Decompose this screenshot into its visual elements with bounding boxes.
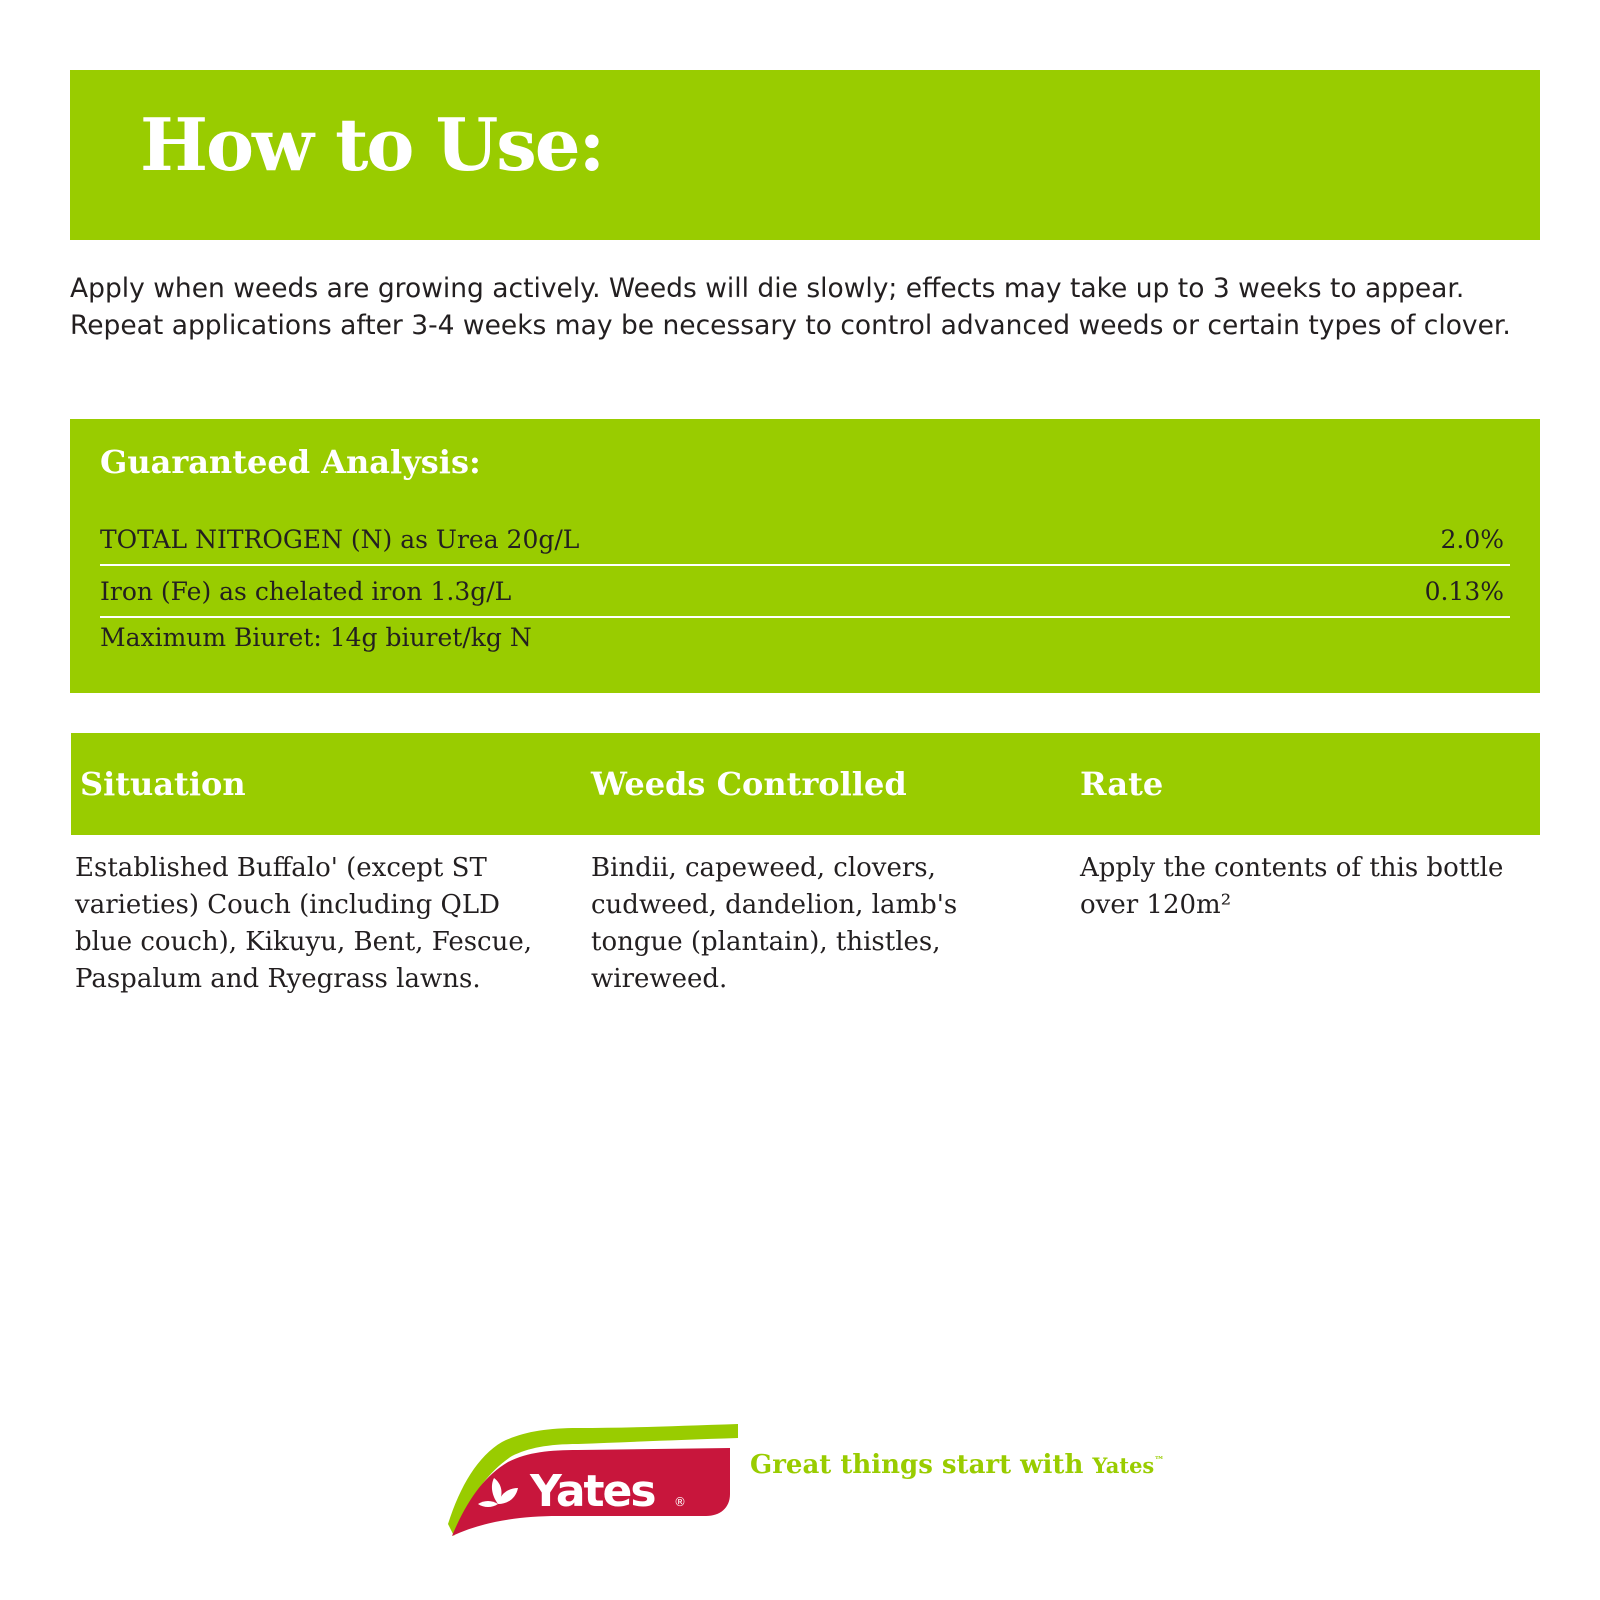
- column-header-situation: Situation: [80, 765, 246, 803]
- table-header: [71, 733, 1540, 835]
- column-header-weeds-controlled: Weeds Controlled: [591, 765, 907, 803]
- guaranteed-analysis-panel: [70, 419, 1540, 693]
- tagline: [750, 1450, 1164, 1480]
- table-cell-rate: Apply the contents of this bottle over 120m²: [1080, 853, 1504, 920]
- analysis-label: TOTAL NITROGEN (N) as Urea 20g/L: [100, 525, 580, 554]
- analysis-row: [100, 612, 1510, 662]
- yates-logo: [438, 1424, 738, 1540]
- analysis-heading: Guaranteed Analysis:: [100, 443, 481, 481]
- intro-text: Apply when weeds are growing actively. Weeds will die slowly; effects may take up to 3 weeks to appear. Repeat applications after 3-4 weeks may be necessary to control advanced weeds or certain types of clover.: [70, 273, 1511, 341]
- analysis-row: [100, 566, 1510, 618]
- tagline-trademark: ™: [1154, 1455, 1165, 1467]
- logo-registered-mark: ®: [674, 1495, 686, 1509]
- logo-wordmark: Yates: [530, 1466, 655, 1517]
- table-cell-situation: Established Buffalo' (except ST varieties) Couch (including QLD blue couch), Kikuyu, Bent, Fescue, Paspalum and Ryegrass lawns.: [75, 853, 533, 994]
- how-to-use-banner: [70, 70, 1540, 240]
- page-title: How to Use:: [140, 102, 604, 187]
- analysis-label: Iron (Fe) as chelated iron 1.3g/L: [100, 577, 512, 606]
- table-cell-weeds-controlled: Bindii, capeweed, clovers, cudweed, dandelion, lamb's tongue (plantain), thistles, wireweed.: [591, 853, 958, 994]
- analysis-label: Maximum Biuret: 14g biuret/kg N: [100, 623, 532, 652]
- analysis-value: 2.0%: [1440, 525, 1504, 554]
- tagline-text: Great things start with: [750, 1450, 1093, 1480]
- analysis-row: [100, 514, 1510, 566]
- tagline-brand: Yates: [1092, 1453, 1155, 1478]
- column-header-rate: Rate: [1080, 765, 1164, 803]
- analysis-value: 0.13%: [1424, 577, 1504, 606]
